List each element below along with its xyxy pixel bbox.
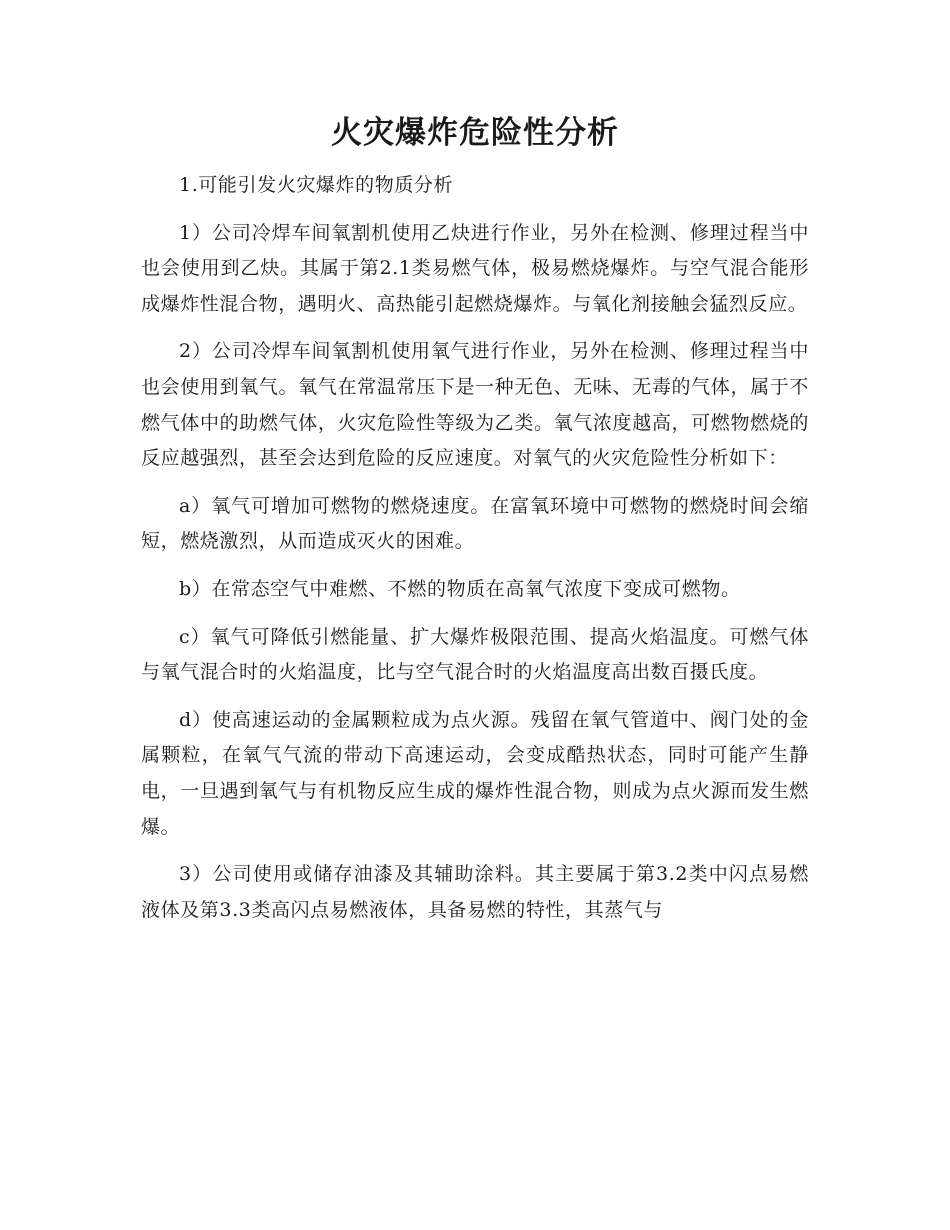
paragraph-oxygen-c: c）氧气可降低引燃能量、扩大爆炸极限范围、提高火焰温度。可燃气体与氧气混合时的火焰温度，比与空气混合时的火焰温度高出数百摄氏度。 xyxy=(141,625,809,684)
paragraph-oxygen-d: d）使高速运动的金属颗粒成为点火源。残留在氧气管道中、阀门处的金属颗粒，在氧气气流的带动下高速运动，会变成酷热状态，同时可能产生静电，一旦遇到氧气与有机物反应生成的爆炸性混合物，则成为点火源而发生燃爆。 xyxy=(141,708,809,838)
paragraph-oxygen-b: b）在常态空气中难燃、不燃的物质在高氧气浓度下变成可燃物。 xyxy=(179,577,741,600)
paragraph-acetylene: 1）公司冷焊车间氧割机使用乙炔进行作业，另外在检测、修理过程当中也会使用到乙炔。其属于第2.1类易燃气体，极易燃烧爆炸。与空气混合能形成爆炸性混合物，遇明火、高热能引起燃烧爆炸。与氧化剂接触会猛烈反应。 xyxy=(141,221,809,315)
paragraph-oxygen: 2）公司冷焊车间氧割机使用氧气进行作业，另外在检测、修理过程当中也会使用到氧气。氧气在常温常压下是一种无色、无味、无毒的气体，属于不燃气体中的助燃气体，火灾危险性等级为乙类。氧气浓度越高，可燃物燃烧的反应越强烈，甚至会达到危险的反应速度。对氧气的火灾危险性分析如下： xyxy=(141,340,809,470)
document-body xyxy=(141,168,809,940)
paragraph-paint: 3）公司使用或储存油漆及其辅助涂料。其主要属于第3.2类中闪点易燃液体及第3.3类高闪点易燃液体，具备易燃的特性，其蒸气与 xyxy=(141,863,809,921)
section-heading: 1.可能引发火灾爆炸的物质分析 xyxy=(179,174,454,196)
paragraph-oxygen-a: a）氧气可增加可燃物的燃烧速度。在富氧环境中可燃物的燃烧时间会缩短，燃烧激烈，从而造成灭火的困难。 xyxy=(141,494,809,553)
document-title: 火灾爆炸危险性分析 xyxy=(331,115,619,151)
